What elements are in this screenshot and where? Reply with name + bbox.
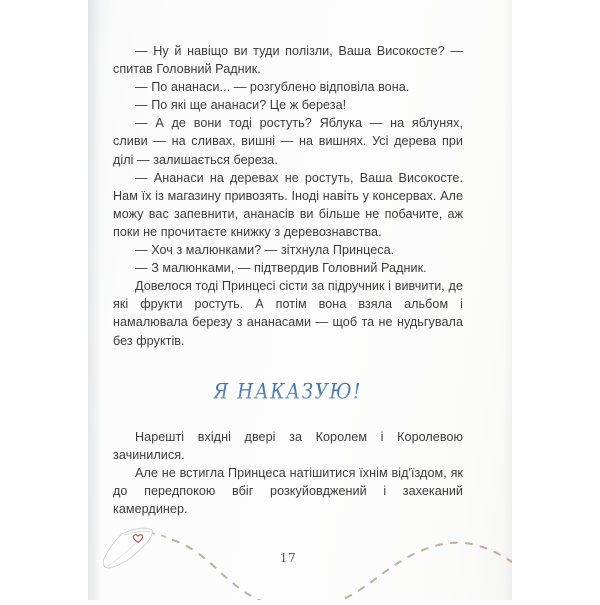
paragraph: — Хоч з малюнками? — зітхнула Принцеса.	[135, 243, 395, 258]
paragraph: — По які ще ананаси? Це ж береза!	[135, 98, 347, 113]
paragraph: Але не встигла Принцеса натішитися їхнім від'їздом, як до передпокою вбіг розкуйовджений і захеканий камердинер.	[113, 466, 463, 517]
paragraph: — Ну й навіщо ви туди полізли, Ваша Високосте? — спитав Головний Радник.	[113, 44, 463, 77]
body-text-block-upper	[113, 42, 463, 350]
paragraph: — Ананаси на деревах не ростуть, Ваша Високосте. Нам їх із магазину привозять. Іноді навіть у консервах. Але можу вас запевнити, ананасів ви більше не побачите, аж поки не прочитаєте книжку з деревознавства.	[113, 170, 463, 239]
paragraph: — А де вони тоді ростуть? Яблука — на яблунях, сливи — на сливах, вишні — на вишнях. Усі дерева при ділі — залишається береза.	[113, 116, 463, 167]
paragraph: — По ананаси... — розгублено відповіла вона.	[135, 80, 410, 95]
chapter-heading-text: Я НАКАЗУЮ!	[213, 379, 363, 404]
paragraph: Довелося тоді Принцесі сісти за підручник і вивчити, де які фрукти ростуть. А потім вона взяла альбом і намалювала березу з ананасами — щоб та не нудьгувала без фруктів.	[113, 279, 463, 348]
page-number: 17	[279, 551, 297, 565]
chapter-heading	[113, 379, 463, 404]
paragraph: — З малюнками, — підтвердив Головний Радник.	[135, 261, 427, 276]
paragraph: Нарешті вхідні двері за Королем і Королевою зачинилися.	[113, 430, 463, 463]
body-text-block-lower	[113, 428, 463, 518]
